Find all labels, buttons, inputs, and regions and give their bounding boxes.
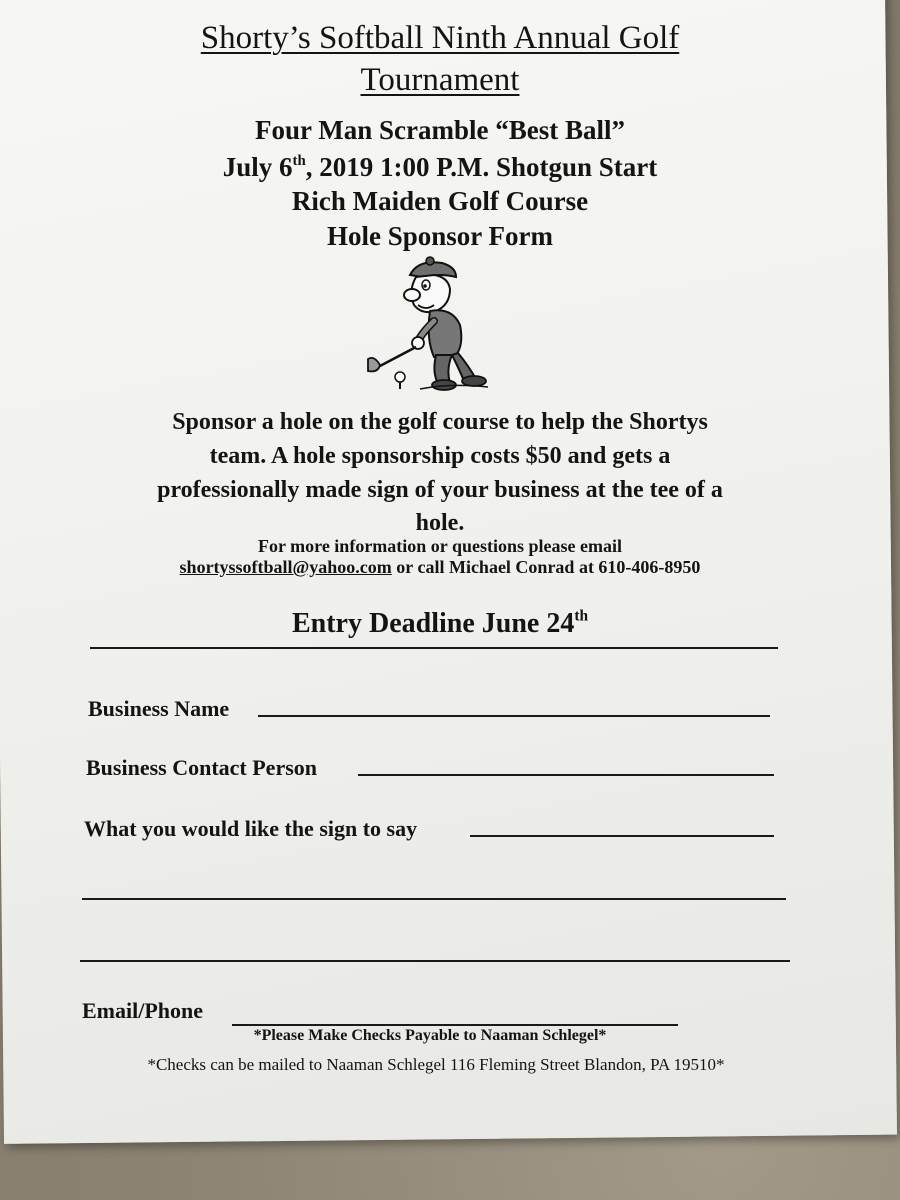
contact-phone-text: or call Michael Conrad at 610-406-8950 [391, 557, 701, 577]
checks-mail-note: *Checks can be mailed to Naaman Schlegel 116 Fleming Street Blandon, PA 19510* [147, 1055, 725, 1074]
event-format: Four Man Scramble “Best Ball” [255, 115, 625, 145]
description-line-4: hole. [415, 510, 465, 536]
entry-deadline-suffix: th [574, 607, 589, 625]
event-date-rest: , 2019 1:00 P.M. Shotgun Start [305, 152, 658, 182]
sign-text-field-3[interactable] [80, 960, 790, 962]
contact-person-field[interactable] [358, 774, 774, 776]
deadline-rule [90, 647, 778, 649]
form-name: Hole Sponsor Form [326, 221, 553, 251]
event-date-month: July 6 [222, 152, 293, 182]
golfer-cartoon-icon [360, 255, 500, 395]
title-line-2: Tournament [360, 62, 520, 98]
email-phone-label: Email/Phone [82, 998, 204, 1023]
event-date [0, 152, 880, 183]
business-name-field[interactable] [258, 715, 770, 717]
email-phone-field[interactable] [232, 1024, 678, 1026]
course-name: Rich Maiden Golf Course [291, 186, 589, 216]
contact-email-link[interactable]: shortyssoftball@yahoo.com [179, 557, 392, 577]
description-line-3: professionally made sign of your business at the tee of a [157, 477, 723, 503]
description-line-1: Sponsor a hole on the golf course to help the Shortys [172, 409, 708, 435]
entry-deadline-text: Entry Deadline June 24 [291, 608, 575, 639]
checks-payable-note: *Please Make Checks Payable to Naaman Schlegel* [253, 1027, 607, 1044]
business-name-label: Business Name [88, 696, 230, 721]
sign-text-field-2[interactable] [82, 898, 786, 900]
contact-person-label: Business Contact Person [86, 755, 318, 780]
sign-text-field-1[interactable] [470, 835, 774, 837]
info-line-2 [0, 557, 880, 578]
title-line-1: Shorty’s Softball Ninth Annual Golf [200, 20, 680, 56]
event-date-suffix: th [292, 152, 306, 169]
sign-text-label: What you would like the sign to say [84, 816, 418, 841]
description-line-2: team. A hole sponsorship costs $50 and gets a [209, 443, 671, 469]
info-line-1: For more information or questions please email [258, 536, 622, 556]
entry-deadline [0, 608, 880, 640]
